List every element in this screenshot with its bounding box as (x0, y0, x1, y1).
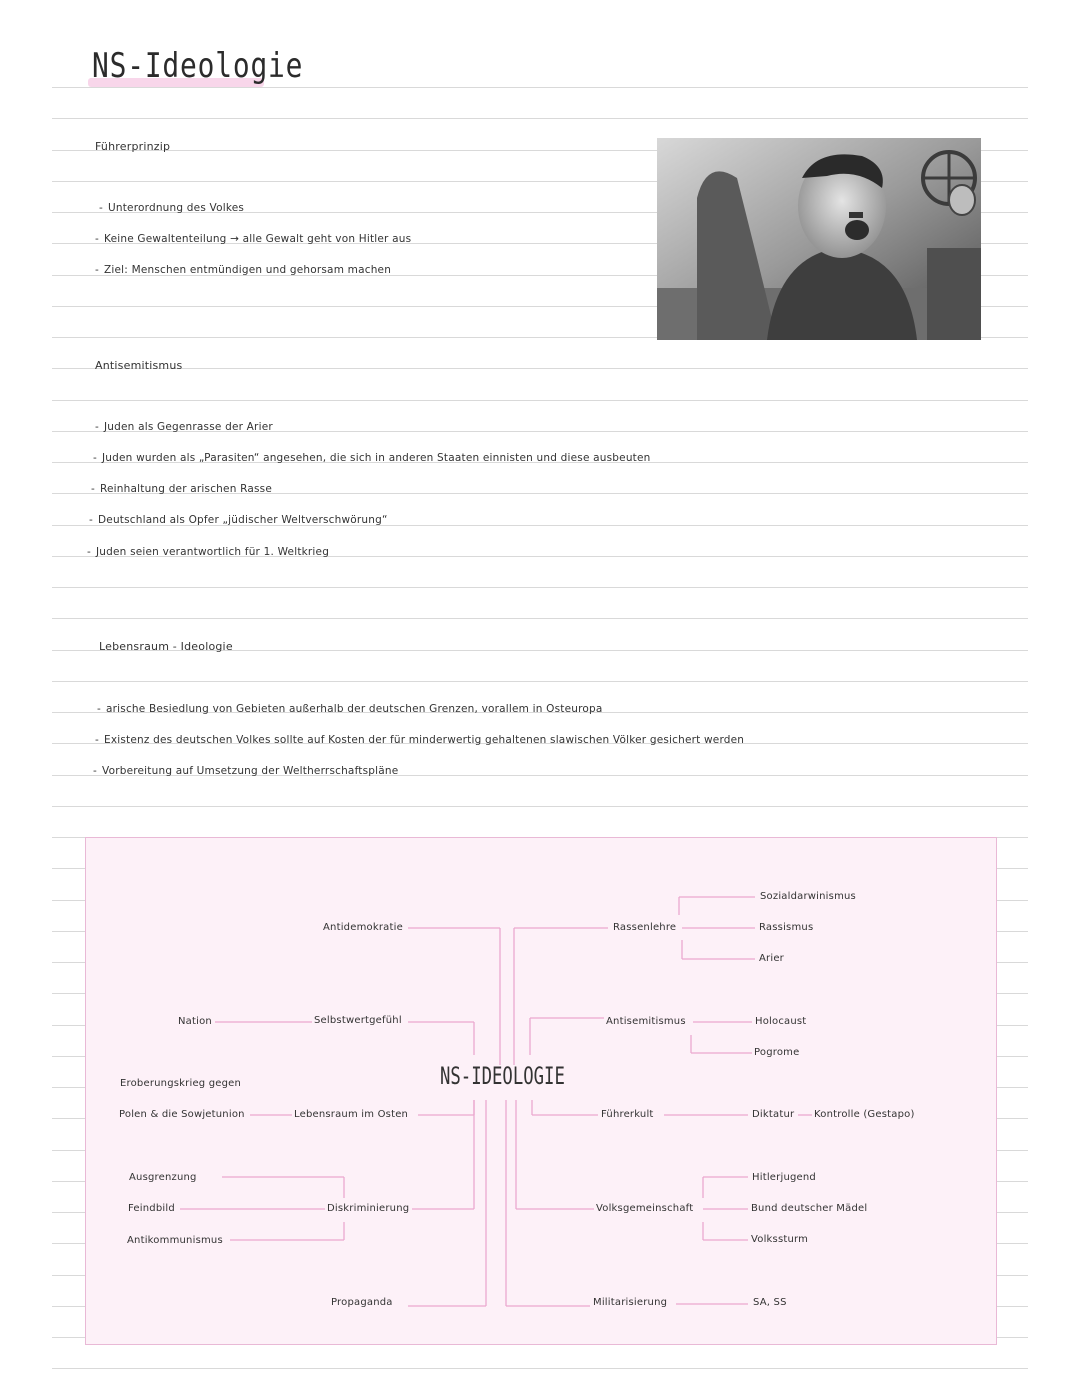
node-rassenlehre: Rassenlehre (613, 922, 677, 933)
node-bdm: Bund deutscher Mädel (751, 1203, 868, 1214)
bullet-item: - Vorbereitung auf Umsetzung der Weltherrschaftspläne (93, 765, 399, 777)
bullet-item: - Juden wurden als „Parasiten“ angesehen, die sich in anderen Staaten einnisten und diese ausbeuten (93, 452, 651, 464)
node-feindbild: Feindbild (128, 1203, 175, 1214)
bullet-item: - Juden als Gegenrasse der Arier (95, 421, 273, 433)
node-diskriminierung: Diskriminierung (327, 1203, 410, 1214)
node-antidemokratie: Antidemokratie (323, 922, 403, 933)
node-nation: Nation (178, 1016, 212, 1027)
node-eroberungskrieg: Eroberungskrieg gegen (120, 1078, 242, 1089)
page-title: NS-Ideologie (92, 46, 304, 86)
node-rassismus: Rassismus (759, 922, 814, 933)
section-heading-antisemitismus: Antisemitismus (95, 359, 183, 372)
node-antikommunismus: Antikommunismus (127, 1235, 223, 1246)
mindmap-center: NS-IDEOLOGIE (440, 1062, 565, 1090)
node-pogrome: Pogrome (754, 1047, 800, 1058)
node-fuehrerkult: Führerkult (601, 1109, 654, 1120)
bullet-item: - Unterordnung des Volkes (99, 202, 245, 214)
bullet-item: - arische Besiedlung von Gebieten außerhalb der deutschen Grenzen, vorallem in Osteuropa (97, 703, 603, 715)
bullet-item: - Juden seien verantwortlich für 1. Weltkrieg (87, 546, 330, 558)
node-arier: Arier (759, 953, 784, 964)
node-polen: Polen & die Sowjetunion (119, 1109, 245, 1120)
bullet-item: - Keine Gewaltenteilung → alle Gewalt geht von Hitler aus (95, 233, 412, 245)
node-antisemitismus: Antisemitismus (606, 1016, 686, 1027)
node-lebensraum: Lebensraum im Osten (294, 1109, 409, 1120)
node-sozialdarwinismus: Sozialdarwinismus (760, 891, 856, 902)
node-propaganda: Propaganda (331, 1297, 393, 1308)
bullet-item: - Deutschland als Opfer „jüdischer Weltverschwörung“ (89, 514, 388, 526)
node-sa-ss: SA, SS (753, 1297, 787, 1308)
node-diktatur: Diktatur (752, 1109, 795, 1120)
bullet-item: - Existenz des deutschen Volkes sollte auf Kosten der für minderwertig gehaltenen slawischen Völker gesichert werden (95, 734, 745, 746)
node-kontrolle: Kontrolle (Gestapo) (814, 1109, 915, 1120)
node-selbstwertgefuehl: Selbstwertgefühl (314, 1015, 402, 1026)
node-volksgemeinschaft: Volksgemeinschaft (596, 1203, 694, 1214)
bullet-item: - Reinhaltung der arischen Rasse (91, 483, 272, 495)
node-holocaust: Holocaust (755, 1016, 807, 1027)
node-hitlerjugend: Hitlerjugend (752, 1172, 816, 1183)
section-heading-lebensraum: Lebensraum - Ideologie (99, 640, 233, 653)
section-heading-fuehrerprinzip: Führerprinzip (95, 140, 171, 153)
node-militarisierung: Militarisierung (593, 1297, 668, 1308)
node-volkssturm: Volkssturm (751, 1234, 809, 1245)
node-ausgrenzung: Ausgrenzung (129, 1172, 197, 1183)
bullet-item: - Ziel: Menschen entmündigen und gehorsam machen (95, 264, 392, 276)
